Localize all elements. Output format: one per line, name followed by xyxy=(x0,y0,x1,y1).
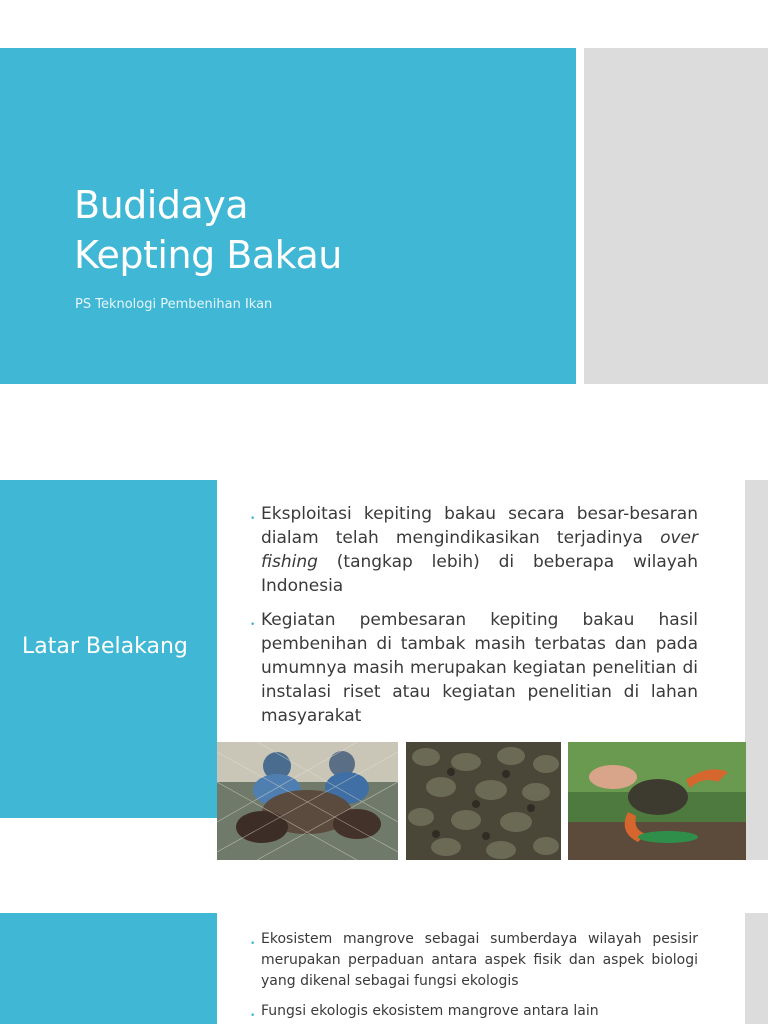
section-panel xyxy=(0,480,217,818)
crab-held-in-hand-photo xyxy=(568,742,746,860)
side-strip xyxy=(745,913,768,1024)
bullet-item xyxy=(250,502,698,598)
slide-title-line-2: Kepting Bakau xyxy=(74,233,342,277)
mud-crab-in-net-photo xyxy=(217,742,398,860)
bullet-dot-icon: • xyxy=(250,514,256,524)
bullet-dot-icon: • xyxy=(250,939,256,949)
bullet-item xyxy=(250,929,698,992)
bullet-italic-text: over fishing xyxy=(261,528,698,572)
crab-pile-photo xyxy=(406,742,561,860)
bullet-text: Eksploitasi kepiting bakau secara besar-besaran dialam telah mengindikasikan terjadinya xyxy=(261,504,698,548)
bullet-dot-icon: • xyxy=(250,1011,256,1021)
slide-subtitle: PS Teknologi Pembenihan Ikan xyxy=(75,297,273,312)
title-slide xyxy=(0,48,768,384)
bullet-list xyxy=(250,929,698,1024)
bullet-text: Kegiatan pembesaran kepiting bakau hasil pembenihan di tambak masih terbatas dan pada umumnya masih merupakan kegiatan penelitian di instalasi riset atau kegiatan penelitian di lahan masyarakat xyxy=(261,610,698,726)
section-panel xyxy=(0,913,217,1024)
slide-title-line-1: Budidaya xyxy=(74,183,249,227)
side-strip xyxy=(584,48,768,384)
bullet-text: (tangkap lebih) di beberapa wilayah Indonesia xyxy=(261,552,698,596)
bullet-text: Fungsi ekologis ekosistem mangrove antara lain xyxy=(261,1003,599,1019)
bullet-item xyxy=(250,608,698,728)
bullet-dot-icon: • xyxy=(250,620,256,630)
bullet-text: Ekosistem mangrove sebagai sumberdaya wilayah pesisir merupakan perpaduan antara aspek fisik dan aspek biologi yang dikenal sebagai fungsi ekologis xyxy=(261,931,698,989)
bullet-list xyxy=(250,502,698,738)
bullet-item xyxy=(250,1001,698,1022)
side-strip xyxy=(745,480,768,860)
ecosystem-slide xyxy=(0,913,768,1024)
section-title: Latar Belakang xyxy=(22,634,188,659)
title-panel xyxy=(0,48,576,384)
background-slide xyxy=(0,480,768,860)
